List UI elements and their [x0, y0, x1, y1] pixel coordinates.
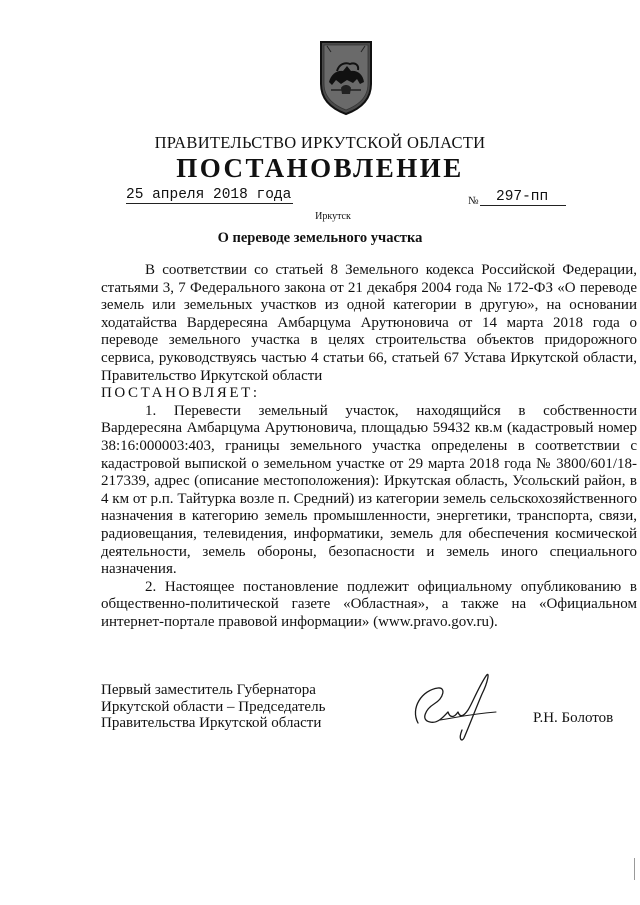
resolves-heading: ПОСТАНОВЛЯЕТ:: [101, 385, 260, 402]
government-title: ПРАВИТЕЛЬСТВО ИРКУТСКОЙ ОБЛАСТИ: [154, 133, 486, 152]
city-label: Иркутск: [315, 211, 351, 222]
position-line-1: Первый заместитель Губернатора: [101, 682, 316, 698]
document-subject: О переводе земельного участка: [217, 230, 423, 246]
position-line-3: Правительства Иркутской области: [101, 715, 322, 731]
handwritten-signature-icon: [400, 668, 510, 748]
number-sign: №: [468, 195, 479, 207]
scan-edge-mark: [634, 858, 635, 880]
document-body: [101, 262, 637, 631]
coat-of-arms-icon: [317, 38, 375, 116]
document-type-heading: ПОСТАНОВЛЕНИЕ: [176, 153, 464, 183]
document-number: 297-пп: [480, 189, 566, 206]
item-1-paragraph: 1. Перевести земельный участок, находящийся в собственности Вардересяна Амбарцума Арутюновича, площадью 59432 кв.м (кадастровый номер 38:16:000003:403, границы земельного участка определены в соответствии с кадастровой выпиской о земельном участке от 29 марта 2018 года № 3800/601/18-217339, адрес (описание местоположения): Иркутская область, Усольский район, в 4 км от р.п. Тайтурка возле п. Средний) из категории земель сельскохозяйственного назначения в категорию земель промышленности, энергетики, транспорта, связи, радиовещания, телевидения, информатики, земель для обеспечения космической деятельности, земель обороны, безопасности и земель иного специального назначения.: [101, 402, 637, 578]
signatory-position: [101, 682, 325, 732]
signatory-name: Р.Н. Болотов: [533, 710, 614, 726]
document-date: 25 апреля 2018 года: [126, 187, 292, 203]
preamble-paragraph: В соответствии со статьей 8 Земельного кодекса Российской Федерации, статьями 3, 7 Федерального закона от 21 декабря 2004 года № 172-ФЗ «О переводе земель или земельных участков из одной категории в другую», на основании ходатайства Вардересяна Амбарцума Арутюновича от 14 марта 2018 года о переводе земельного участка в целях строительства объектов придорожного сервиса, руководствуясь частью 4 статьи 66, статьей 67 Устава Иркутской области, Правительство Иркутской области: [101, 262, 637, 384]
position-line-2: Иркутской области – Председатель: [101, 698, 326, 715]
item-2-paragraph: 2. Настоящее постановление подлежит официальному опубликованию в общественно-политической газете «Областная», а также на «Официальном интернет-портале правовой информации» (www.pravo.gov.ru).: [101, 578, 637, 630]
